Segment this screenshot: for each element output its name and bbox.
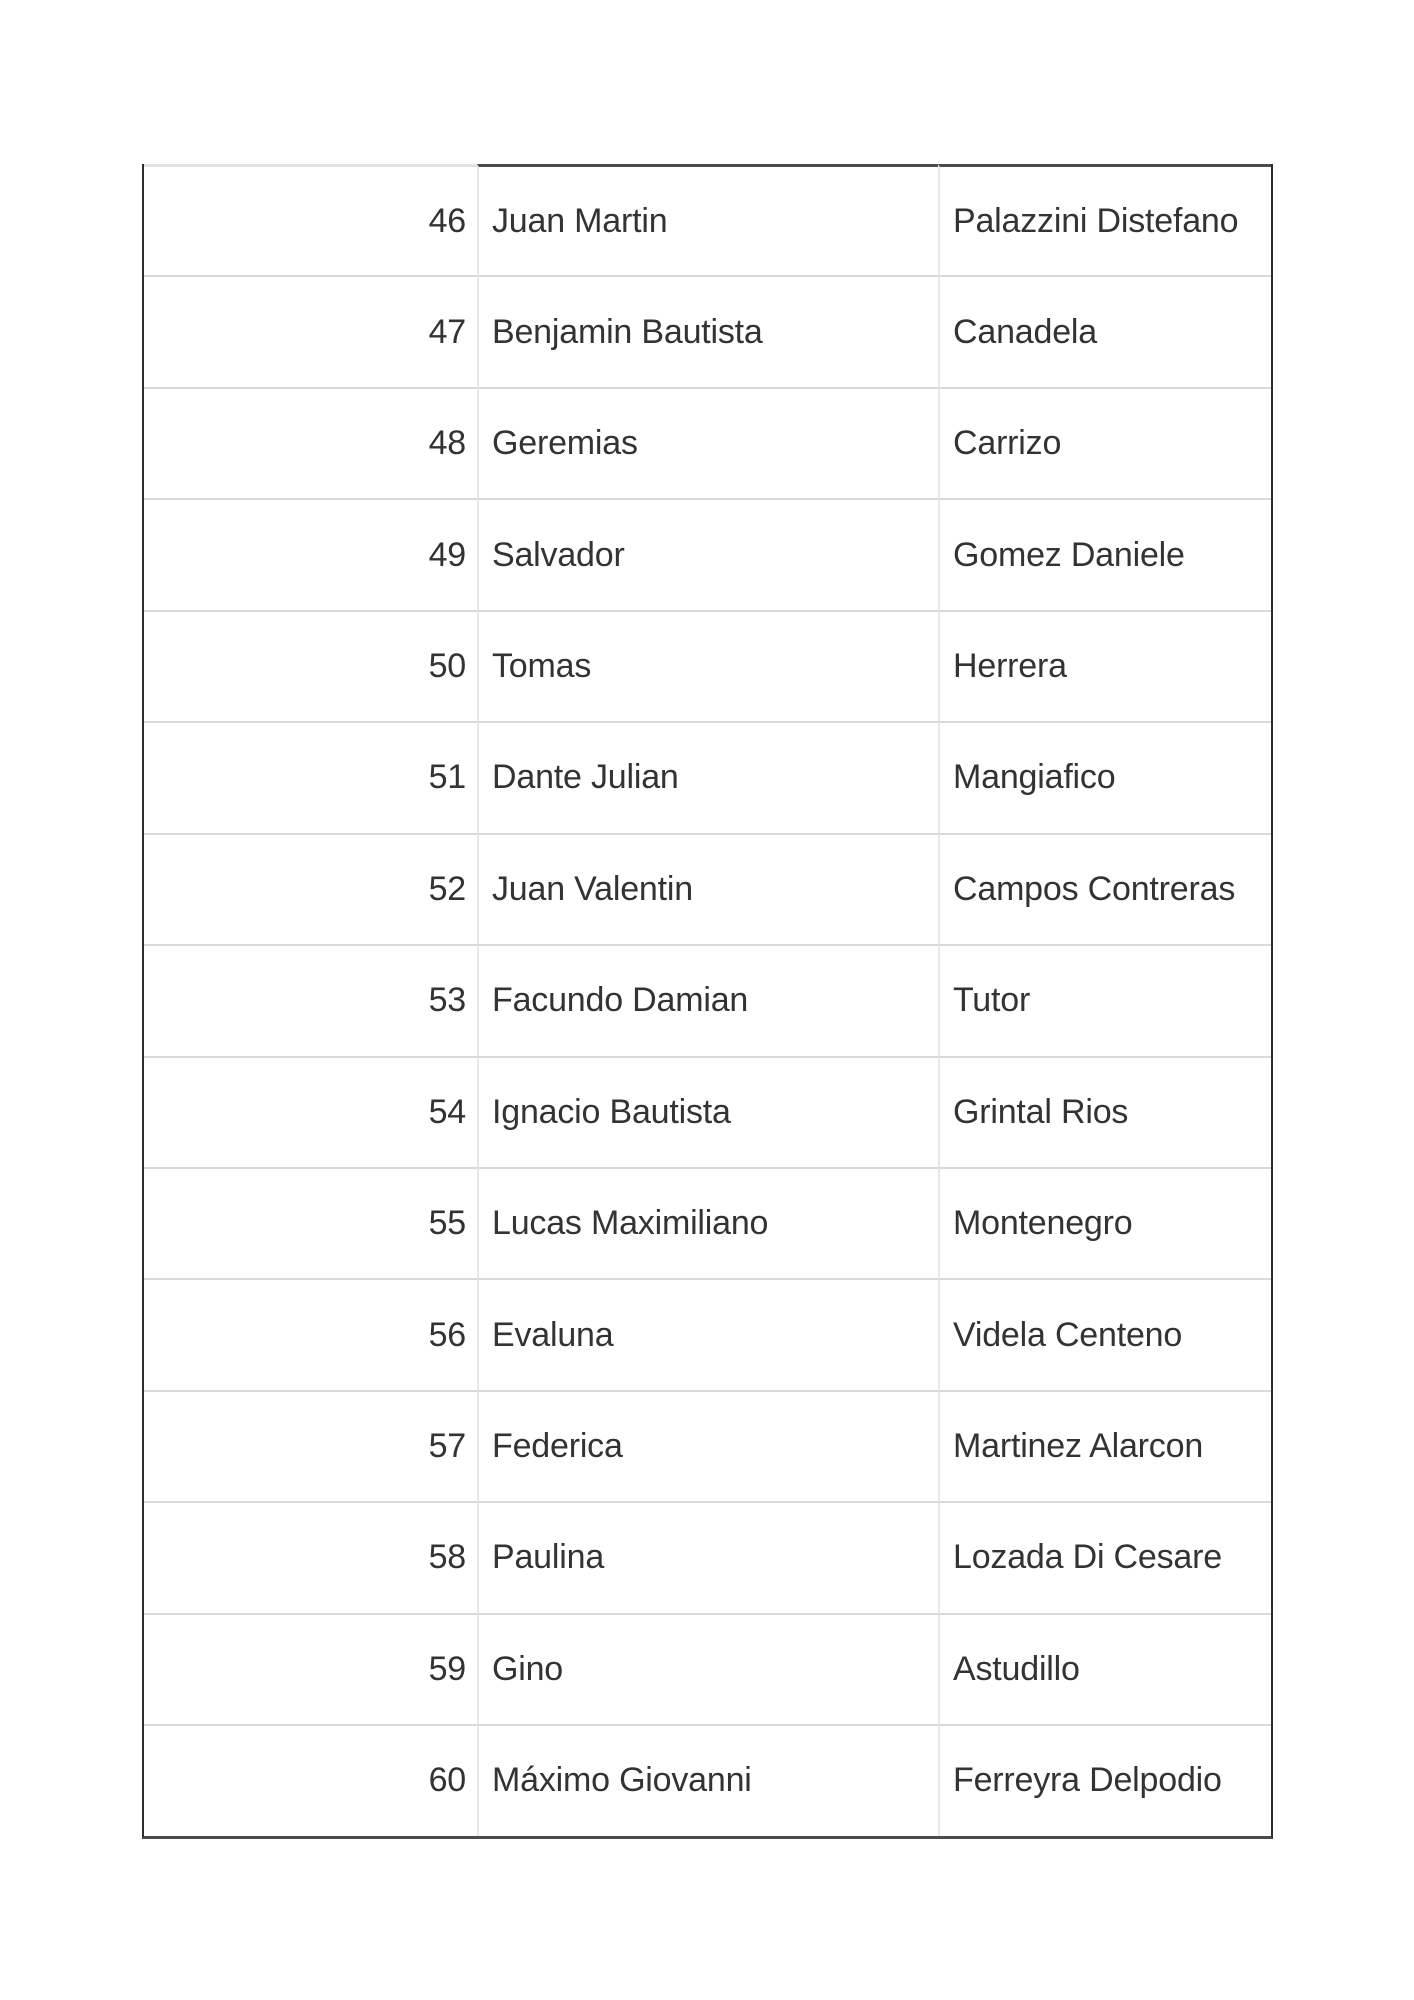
cell-first-name — [477, 1056, 938, 1167]
cell-row-number — [144, 833, 477, 944]
cell-row-number — [144, 1056, 477, 1167]
cell-last-name — [938, 1390, 1271, 1501]
cell-last-name — [938, 387, 1271, 498]
cell-first-name-text: Gino — [492, 1649, 564, 1688]
cell-first-name-text: Facundo Damian — [492, 981, 749, 1020]
cell-first-name — [477, 1278, 938, 1389]
cell-first-name — [477, 1390, 938, 1501]
cell-row-number-text: 50 — [428, 646, 466, 685]
cell-first-name-text: Juan Martin — [492, 201, 668, 240]
cell-first-name — [477, 833, 938, 944]
cell-first-name-text: Máximo Giovanni — [492, 1761, 752, 1800]
cell-row-number — [144, 498, 477, 609]
cell-last-name-text: Grintal Rios — [953, 1092, 1129, 1131]
cell-last-name — [938, 1278, 1271, 1389]
cell-row-number — [144, 1501, 477, 1612]
cell-row-number-text: 53 — [428, 981, 466, 1020]
cell-last-name-text: Ferreyra Delpodio — [953, 1761, 1222, 1800]
cell-row-number — [144, 944, 477, 1055]
cell-first-name-text: Salvador — [492, 535, 625, 574]
cell-first-name-text: Dante Julian — [492, 758, 679, 797]
cell-last-name — [938, 1501, 1271, 1612]
cell-first-name — [477, 1724, 938, 1835]
students-name-table — [142, 164, 1273, 1839]
cell-last-name-text: Palazzini Distefano — [953, 201, 1239, 240]
cell-row-number-text: 60 — [428, 1761, 466, 1800]
cell-first-name-text: Evaluna — [492, 1315, 614, 1354]
cell-row-number-text: 47 — [428, 312, 466, 351]
cell-last-name-text: Martinez Alarcon — [953, 1427, 1204, 1466]
cell-first-name — [477, 721, 938, 832]
cell-row-number — [144, 1278, 477, 1389]
cell-last-name — [938, 275, 1271, 386]
cell-last-name-text: Canadela — [953, 312, 1097, 351]
cell-first-name-text: Federica — [492, 1427, 623, 1466]
cell-last-name — [938, 498, 1271, 609]
cell-first-name — [477, 498, 938, 609]
cell-first-name — [477, 1167, 938, 1278]
cell-row-number-text: 46 — [428, 201, 466, 240]
cell-row-number-text: 54 — [428, 1092, 466, 1131]
cell-row-number-text: 52 — [428, 869, 466, 908]
cell-first-name — [477, 1501, 938, 1612]
cell-row-number — [144, 1167, 477, 1278]
cell-first-name-text: Paulina — [492, 1538, 605, 1577]
cell-row-number-text: 51 — [428, 758, 466, 797]
cell-last-name — [938, 1724, 1271, 1835]
cell-row-number — [144, 1724, 477, 1835]
cell-last-name-text: Videla Centeno — [953, 1315, 1183, 1354]
cell-last-name — [938, 1056, 1271, 1167]
cell-row-number — [144, 1613, 477, 1724]
cell-first-name-text: Tomas — [492, 646, 592, 685]
cell-last-name-text: Astudillo — [953, 1649, 1080, 1688]
cell-row-number-text: 48 — [428, 424, 466, 463]
cell-last-name — [938, 721, 1271, 832]
cell-row-number — [144, 610, 477, 721]
cell-row-number — [144, 721, 477, 832]
cell-first-name — [477, 164, 938, 275]
cell-row-number-text: 55 — [428, 1204, 466, 1243]
cell-last-name-text: Mangiafico — [953, 758, 1116, 797]
cell-last-name — [938, 1613, 1271, 1724]
cell-first-name-text: Benjamin Bautista — [492, 312, 763, 351]
cell-row-number-text: 56 — [428, 1315, 466, 1354]
cell-row-number-text: 58 — [428, 1538, 466, 1577]
cell-last-name-text: Lozada Di Cesare — [953, 1538, 1222, 1577]
cell-last-name — [938, 164, 1271, 275]
cell-row-number-text: 59 — [428, 1649, 466, 1688]
cell-last-name-text: Herrera — [953, 646, 1067, 685]
cell-last-name-text: Campos Contreras — [953, 869, 1236, 908]
cell-row-number — [144, 164, 477, 275]
cell-last-name — [938, 610, 1271, 721]
cell-last-name-text: Gomez Daniele — [953, 535, 1185, 574]
cell-row-number-text: 49 — [428, 535, 466, 574]
cell-row-number-text: 57 — [428, 1427, 466, 1466]
cell-last-name — [938, 833, 1271, 944]
cell-last-name-text: Montenegro — [953, 1204, 1133, 1243]
cell-last-name — [938, 944, 1271, 1055]
cell-first-name-text: Juan Valentin — [492, 869, 693, 908]
cell-first-name — [477, 275, 938, 386]
cell-first-name — [477, 944, 938, 1055]
cell-last-name-text: Tutor — [953, 981, 1031, 1020]
cell-row-number — [144, 387, 477, 498]
cell-last-name — [938, 1167, 1271, 1278]
cell-first-name-text: Ignacio Bautista — [492, 1092, 731, 1131]
cell-first-name-text: Lucas Maximiliano — [492, 1204, 769, 1243]
cell-last-name-text: Carrizo — [953, 424, 1062, 463]
cell-row-number — [144, 1390, 477, 1501]
cell-row-number — [144, 275, 477, 386]
cell-first-name — [477, 1613, 938, 1724]
cell-first-name — [477, 610, 938, 721]
cell-first-name — [477, 387, 938, 498]
cell-first-name-text: Geremias — [492, 424, 638, 463]
